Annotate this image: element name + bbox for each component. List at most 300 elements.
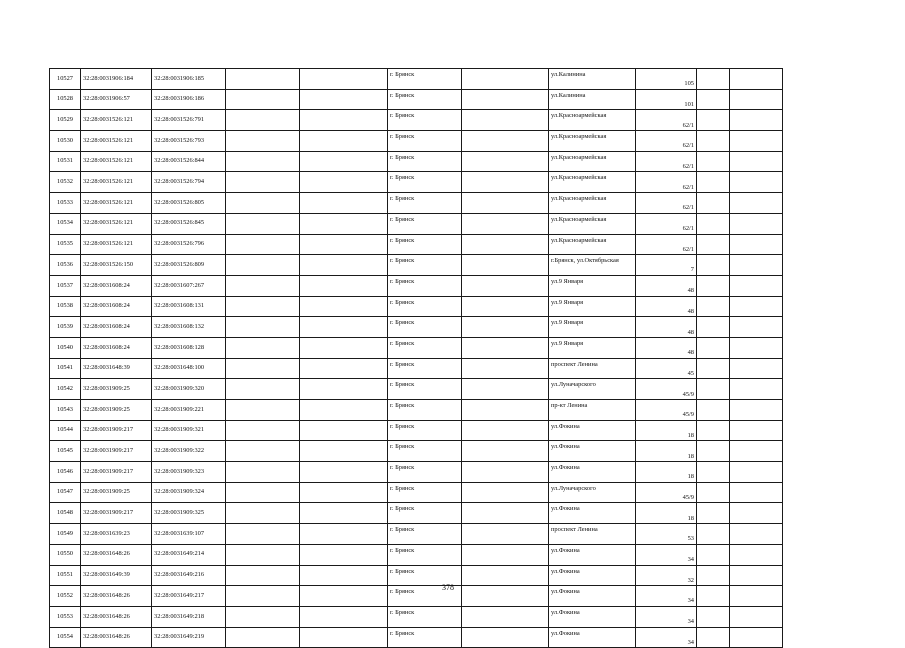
cell-row-number: 10534	[50, 213, 81, 234]
cell-street: ул.Красноармейская	[549, 234, 636, 255]
cell-row-number: 10550	[50, 544, 81, 565]
cell-cadastral-parent: 32:28:0031909:217	[81, 441, 152, 462]
cell-house-number: 62/1	[636, 234, 697, 255]
cell-city: г. Брянск	[388, 441, 462, 462]
cell-row-number: 10547	[50, 482, 81, 503]
cell-empty	[300, 337, 388, 358]
cell-cadastral-parent: 32:28:0031526:121	[81, 172, 152, 193]
cell-row-number: 10538	[50, 296, 81, 317]
cell-cadastral-number: 32:28:0031649:217	[152, 586, 226, 607]
cell-cadastral-parent: 32:28:0031608:24	[81, 296, 152, 317]
cell-empty	[226, 110, 300, 131]
cell-empty	[730, 606, 783, 627]
cell-empty	[697, 337, 730, 358]
cell-street: ул.Красноармейская	[549, 131, 636, 152]
cell-empty	[226, 89, 300, 110]
cell-empty	[462, 131, 549, 152]
table-row	[50, 151, 783, 172]
cell-cadastral-parent: 32:28:0031648:26	[81, 544, 152, 565]
cell-empty	[462, 255, 549, 276]
cell-empty	[226, 151, 300, 172]
table-row	[50, 131, 783, 152]
cell-empty	[462, 337, 549, 358]
cell-cadastral-number: 32:28:0031526:791	[152, 110, 226, 131]
cell-empty	[226, 379, 300, 400]
cell-empty	[697, 131, 730, 152]
cell-empty	[226, 606, 300, 627]
cell-empty	[226, 586, 300, 607]
cell-city: г. Брянск	[388, 110, 462, 131]
cell-empty	[300, 172, 388, 193]
cell-street: ул.Фокина	[549, 441, 636, 462]
cell-row-number: 10529	[50, 110, 81, 131]
cell-empty	[462, 358, 549, 379]
cell-empty	[697, 524, 730, 545]
cell-city: г. Брянск	[388, 131, 462, 152]
cell-street: ул.Фокина	[549, 565, 636, 586]
cell-cadastral-parent: 32:28:0031608:24	[81, 275, 152, 296]
table-row	[50, 234, 783, 255]
table-row	[50, 627, 783, 648]
cell-row-number: 10535	[50, 234, 81, 255]
cell-empty	[697, 193, 730, 214]
cell-cadastral-parent: 32:28:0031909:25	[81, 379, 152, 400]
cell-row-number: 10552	[50, 586, 81, 607]
cell-city: г. Брянск	[388, 379, 462, 400]
cell-city: г. Брянск	[388, 606, 462, 627]
cell-row-number: 10532	[50, 172, 81, 193]
cell-cadastral-parent: 32:28:0031648:26	[81, 586, 152, 607]
cell-row-number: 10544	[50, 420, 81, 441]
cell-row-number: 10554	[50, 627, 81, 648]
cell-house-number: 62/1	[636, 151, 697, 172]
cell-house-number: 18	[636, 503, 697, 524]
cell-empty	[730, 358, 783, 379]
cell-street: ул.Красноармейская	[549, 193, 636, 214]
cell-empty	[730, 110, 783, 131]
cell-city: г. Брянск	[388, 482, 462, 503]
cell-street: ул.9 Января	[549, 296, 636, 317]
cell-empty	[730, 89, 783, 110]
cell-house-number: 34	[636, 606, 697, 627]
cell-empty	[300, 524, 388, 545]
cell-street: ул.Красноармейская	[549, 213, 636, 234]
cell-empty	[226, 503, 300, 524]
cell-empty	[462, 420, 549, 441]
cell-empty	[730, 275, 783, 296]
cell-empty	[697, 69, 730, 90]
registry-table	[49, 68, 783, 648]
table-row	[50, 441, 783, 462]
cell-cadastral-parent: 32:28:0031526:121	[81, 151, 152, 172]
cell-empty	[730, 317, 783, 338]
cell-house-number: 48	[636, 296, 697, 317]
table-row	[50, 69, 783, 90]
table-row	[50, 586, 783, 607]
cell-cadastral-parent: 32:28:0031906:184	[81, 69, 152, 90]
cell-empty	[300, 441, 388, 462]
cell-empty	[697, 213, 730, 234]
cell-city: г. Брянск	[388, 255, 462, 276]
cell-city: г. Брянск	[388, 89, 462, 110]
cell-row-number: 10551	[50, 565, 81, 586]
cell-empty	[462, 193, 549, 214]
cell-empty	[697, 234, 730, 255]
cell-empty	[730, 337, 783, 358]
cell-row-number: 10548	[50, 503, 81, 524]
cell-row-number: 10530	[50, 131, 81, 152]
cell-empty	[697, 151, 730, 172]
cell-row-number: 10549	[50, 524, 81, 545]
table-row	[50, 213, 783, 234]
cell-empty	[697, 544, 730, 565]
cell-row-number: 10536	[50, 255, 81, 276]
cell-cadastral-number: 32:28:0031608:131	[152, 296, 226, 317]
cell-city: г. Брянск	[388, 337, 462, 358]
cell-empty	[697, 317, 730, 338]
cell-empty	[300, 482, 388, 503]
cell-empty	[462, 110, 549, 131]
cell-empty	[697, 172, 730, 193]
cell-city: г. Брянск	[388, 275, 462, 296]
cell-empty	[462, 234, 549, 255]
cell-empty	[226, 441, 300, 462]
cell-empty	[730, 131, 783, 152]
cell-street: ул.Красноармейская	[549, 110, 636, 131]
cell-empty	[300, 400, 388, 421]
cell-empty	[730, 441, 783, 462]
cell-house-number: 34	[636, 627, 697, 648]
cell-empty	[697, 358, 730, 379]
cell-cadastral-parent: 32:28:0031526:121	[81, 234, 152, 255]
cell-empty	[462, 275, 549, 296]
cell-cadastral-number: 32:28:0031649:219	[152, 627, 226, 648]
cell-cadastral-number: 32:28:0031526:794	[152, 172, 226, 193]
cell-cadastral-number: 32:28:0031649:216	[152, 565, 226, 586]
cell-empty	[300, 193, 388, 214]
cell-empty	[462, 172, 549, 193]
cell-cadastral-number: 32:28:0031909:323	[152, 462, 226, 483]
cell-empty	[462, 151, 549, 172]
cell-house-number: 62/1	[636, 131, 697, 152]
cell-street: ул.Красноармейская	[549, 151, 636, 172]
cell-empty	[730, 586, 783, 607]
cell-house-number: 62/1	[636, 172, 697, 193]
cell-cadastral-number: 32:28:0031607:267	[152, 275, 226, 296]
cell-empty	[226, 193, 300, 214]
cell-empty	[462, 565, 549, 586]
cell-empty	[300, 462, 388, 483]
cell-empty	[226, 358, 300, 379]
cell-empty	[226, 275, 300, 296]
cell-empty	[730, 627, 783, 648]
cell-row-number: 10528	[50, 89, 81, 110]
table-row	[50, 400, 783, 421]
cell-cadastral-number: 32:28:0031648:100	[152, 358, 226, 379]
cell-empty	[697, 255, 730, 276]
cell-cadastral-number: 32:28:0031608:128	[152, 337, 226, 358]
cell-empty	[697, 420, 730, 441]
cell-cadastral-parent: 32:28:0031909:25	[81, 482, 152, 503]
cell-empty	[226, 317, 300, 338]
cell-empty	[730, 420, 783, 441]
cell-empty	[730, 482, 783, 503]
cell-cadastral-parent: 32:28:0031909:217	[81, 420, 152, 441]
cell-empty	[300, 151, 388, 172]
cell-empty	[730, 151, 783, 172]
table-row	[50, 565, 783, 586]
table-row	[50, 317, 783, 338]
cell-cadastral-number: 32:28:0031909:324	[152, 482, 226, 503]
cell-empty	[226, 69, 300, 90]
cell-row-number: 10541	[50, 358, 81, 379]
cell-empty	[300, 606, 388, 627]
cell-cadastral-number: 32:28:0031526:844	[152, 151, 226, 172]
cell-empty	[697, 379, 730, 400]
cell-street: ул.9 Января	[549, 317, 636, 338]
cell-empty	[300, 110, 388, 131]
cell-city: г. Брянск	[388, 400, 462, 421]
cell-city: г. Брянск	[388, 172, 462, 193]
cell-empty	[300, 275, 388, 296]
cell-empty	[697, 296, 730, 317]
cell-row-number: 10527	[50, 69, 81, 90]
cell-street: проспект Ленина	[549, 358, 636, 379]
cell-city: г. Брянск	[388, 627, 462, 648]
table-row	[50, 110, 783, 131]
cell-empty	[730, 379, 783, 400]
cell-city: г. Брянск	[388, 151, 462, 172]
cell-street: проспект Ленина	[549, 524, 636, 545]
table-row	[50, 172, 783, 193]
cell-cadastral-number: 32:28:0031526:805	[152, 193, 226, 214]
table-row	[50, 606, 783, 627]
cell-house-number: 53	[636, 524, 697, 545]
cell-empty	[300, 255, 388, 276]
cell-empty	[462, 627, 549, 648]
cell-empty	[300, 544, 388, 565]
cell-empty	[462, 586, 549, 607]
cell-empty	[697, 482, 730, 503]
cell-empty	[730, 462, 783, 483]
cell-empty	[462, 89, 549, 110]
cell-house-number: 7	[636, 255, 697, 276]
cell-street: г.Брянск, ул.Октябрьская	[549, 255, 636, 276]
cell-empty	[300, 317, 388, 338]
cell-empty	[462, 524, 549, 545]
cell-house-number: 62/1	[636, 110, 697, 131]
cell-cadastral-number: 32:28:0031526:809	[152, 255, 226, 276]
cell-empty	[730, 503, 783, 524]
cell-empty	[697, 441, 730, 462]
cell-empty	[226, 400, 300, 421]
cell-row-number: 10537	[50, 275, 81, 296]
cell-empty	[300, 89, 388, 110]
cell-cadastral-parent: 32:28:0031608:24	[81, 337, 152, 358]
cell-empty	[226, 172, 300, 193]
cell-house-number: 18	[636, 462, 697, 483]
cell-house-number: 62/1	[636, 213, 697, 234]
cell-empty	[697, 462, 730, 483]
cell-empty	[462, 400, 549, 421]
cell-street: ул.Калинина	[549, 69, 636, 90]
cell-city: г. Брянск	[388, 234, 462, 255]
cell-cadastral-parent: 32:28:0031906:57	[81, 89, 152, 110]
cell-empty	[462, 462, 549, 483]
cell-house-number: 48	[636, 317, 697, 338]
cell-empty	[462, 379, 549, 400]
cell-city: г. Брянск	[388, 213, 462, 234]
cell-cadastral-number: 32:28:0031909:325	[152, 503, 226, 524]
table-row	[50, 193, 783, 214]
cell-house-number: 48	[636, 275, 697, 296]
cell-street: ул.Фокина	[549, 462, 636, 483]
cell-row-number: 10553	[50, 606, 81, 627]
cell-cadastral-number: 32:28:0031649:218	[152, 606, 226, 627]
cell-row-number: 10540	[50, 337, 81, 358]
cell-empty	[226, 627, 300, 648]
cell-city: г. Брянск	[388, 358, 462, 379]
cell-cadastral-number: 32:28:0031909:221	[152, 400, 226, 421]
cell-empty	[226, 234, 300, 255]
cell-street: ул.Красноармейская	[549, 172, 636, 193]
cell-house-number: 45/9	[636, 379, 697, 400]
cell-cadastral-number: 32:28:0031608:132	[152, 317, 226, 338]
cell-empty	[226, 131, 300, 152]
cell-street: ул.Фокина	[549, 544, 636, 565]
cell-empty	[462, 441, 549, 462]
cell-cadastral-number: 32:28:0031906:186	[152, 89, 226, 110]
cell-empty	[300, 213, 388, 234]
cell-house-number: 18	[636, 420, 697, 441]
cell-empty	[300, 586, 388, 607]
cell-cadastral-parent: 32:28:0031526:121	[81, 110, 152, 131]
cell-cadastral-number: 32:28:0031909:322	[152, 441, 226, 462]
cell-empty	[226, 565, 300, 586]
cell-empty	[697, 565, 730, 586]
table-row	[50, 358, 783, 379]
cell-house-number: 45/9	[636, 482, 697, 503]
cell-house-number: 34	[636, 586, 697, 607]
table-row	[50, 275, 783, 296]
table-row	[50, 482, 783, 503]
cell-street: ул.Фокина	[549, 420, 636, 441]
cell-cadastral-number: 32:28:0031909:321	[152, 420, 226, 441]
cell-empty	[697, 627, 730, 648]
cell-cadastral-number: 32:28:0031526:796	[152, 234, 226, 255]
cell-empty	[697, 606, 730, 627]
cell-cadastral-number: 32:28:0031526:793	[152, 131, 226, 152]
cell-city: г. Брянск	[388, 462, 462, 483]
cell-city: г. Брянск	[388, 317, 462, 338]
cell-street: ул.Фокина	[549, 503, 636, 524]
cell-city: г. Брянск	[388, 565, 462, 586]
cell-empty	[300, 503, 388, 524]
cell-cadastral-parent: 32:28:0031608:24	[81, 317, 152, 338]
cell-empty	[462, 503, 549, 524]
cell-empty	[300, 234, 388, 255]
cell-empty	[697, 89, 730, 110]
table-row	[50, 524, 783, 545]
cell-empty	[730, 213, 783, 234]
cell-street: ул.Луначарского	[549, 482, 636, 503]
cell-house-number: 105	[636, 69, 697, 90]
cell-empty	[697, 400, 730, 421]
cell-empty	[730, 565, 783, 586]
cell-empty	[300, 627, 388, 648]
cell-street: ул.Луначарского	[549, 379, 636, 400]
cell-empty	[730, 234, 783, 255]
cell-cadastral-parent: 32:28:0031526:150	[81, 255, 152, 276]
cell-cadastral-parent: 32:28:0031648:26	[81, 606, 152, 627]
cell-empty	[226, 255, 300, 276]
cell-empty	[462, 317, 549, 338]
cell-empty	[697, 110, 730, 131]
cell-empty	[730, 69, 783, 90]
cell-street: ул.9 Января	[549, 337, 636, 358]
cell-house-number: 32	[636, 565, 697, 586]
cell-empty	[226, 213, 300, 234]
cell-empty	[226, 482, 300, 503]
cell-empty	[300, 69, 388, 90]
cell-city: г. Брянск	[388, 586, 462, 607]
cell-empty	[730, 296, 783, 317]
cell-cadastral-parent: 32:28:0031909:217	[81, 462, 152, 483]
cell-cadastral-parent: 32:28:0031909:25	[81, 400, 152, 421]
cell-house-number: 62/1	[636, 193, 697, 214]
cell-city: г. Брянск	[388, 193, 462, 214]
cell-row-number: 10545	[50, 441, 81, 462]
table-row	[50, 379, 783, 400]
cell-row-number: 10546	[50, 462, 81, 483]
cell-city: г. Брянск	[388, 69, 462, 90]
cell-empty	[697, 586, 730, 607]
cell-empty	[697, 503, 730, 524]
cell-empty	[462, 606, 549, 627]
cell-empty	[300, 565, 388, 586]
cell-empty	[226, 524, 300, 545]
cell-cadastral-parent: 32:28:0031526:121	[81, 131, 152, 152]
cell-empty	[462, 544, 549, 565]
cell-house-number: 101	[636, 89, 697, 110]
cell-empty	[730, 524, 783, 545]
cell-cadastral-parent: 32:28:0031639:23	[81, 524, 152, 545]
cell-empty	[300, 358, 388, 379]
table-row	[50, 503, 783, 524]
cell-empty	[462, 69, 549, 90]
cell-row-number: 10533	[50, 193, 81, 214]
cell-empty	[300, 420, 388, 441]
table-row	[50, 544, 783, 565]
cell-empty	[730, 255, 783, 276]
cell-house-number: 48	[636, 337, 697, 358]
cell-row-number: 10543	[50, 400, 81, 421]
cell-row-number: 10531	[50, 151, 81, 172]
cell-house-number: 45/9	[636, 400, 697, 421]
cell-empty	[730, 193, 783, 214]
cell-cadastral-number: 32:28:0031649:214	[152, 544, 226, 565]
table-row	[50, 89, 783, 110]
cell-empty	[730, 544, 783, 565]
cell-cadastral-parent: 32:28:0031648:39	[81, 358, 152, 379]
cell-street: ул.Фокина	[549, 606, 636, 627]
cell-empty	[730, 172, 783, 193]
cell-cadastral-number: 32:28:0031909:320	[152, 379, 226, 400]
table-row	[50, 420, 783, 441]
cell-street: ул.Фокина	[549, 627, 636, 648]
cell-street: ул.9 Января	[549, 275, 636, 296]
cell-empty	[462, 213, 549, 234]
